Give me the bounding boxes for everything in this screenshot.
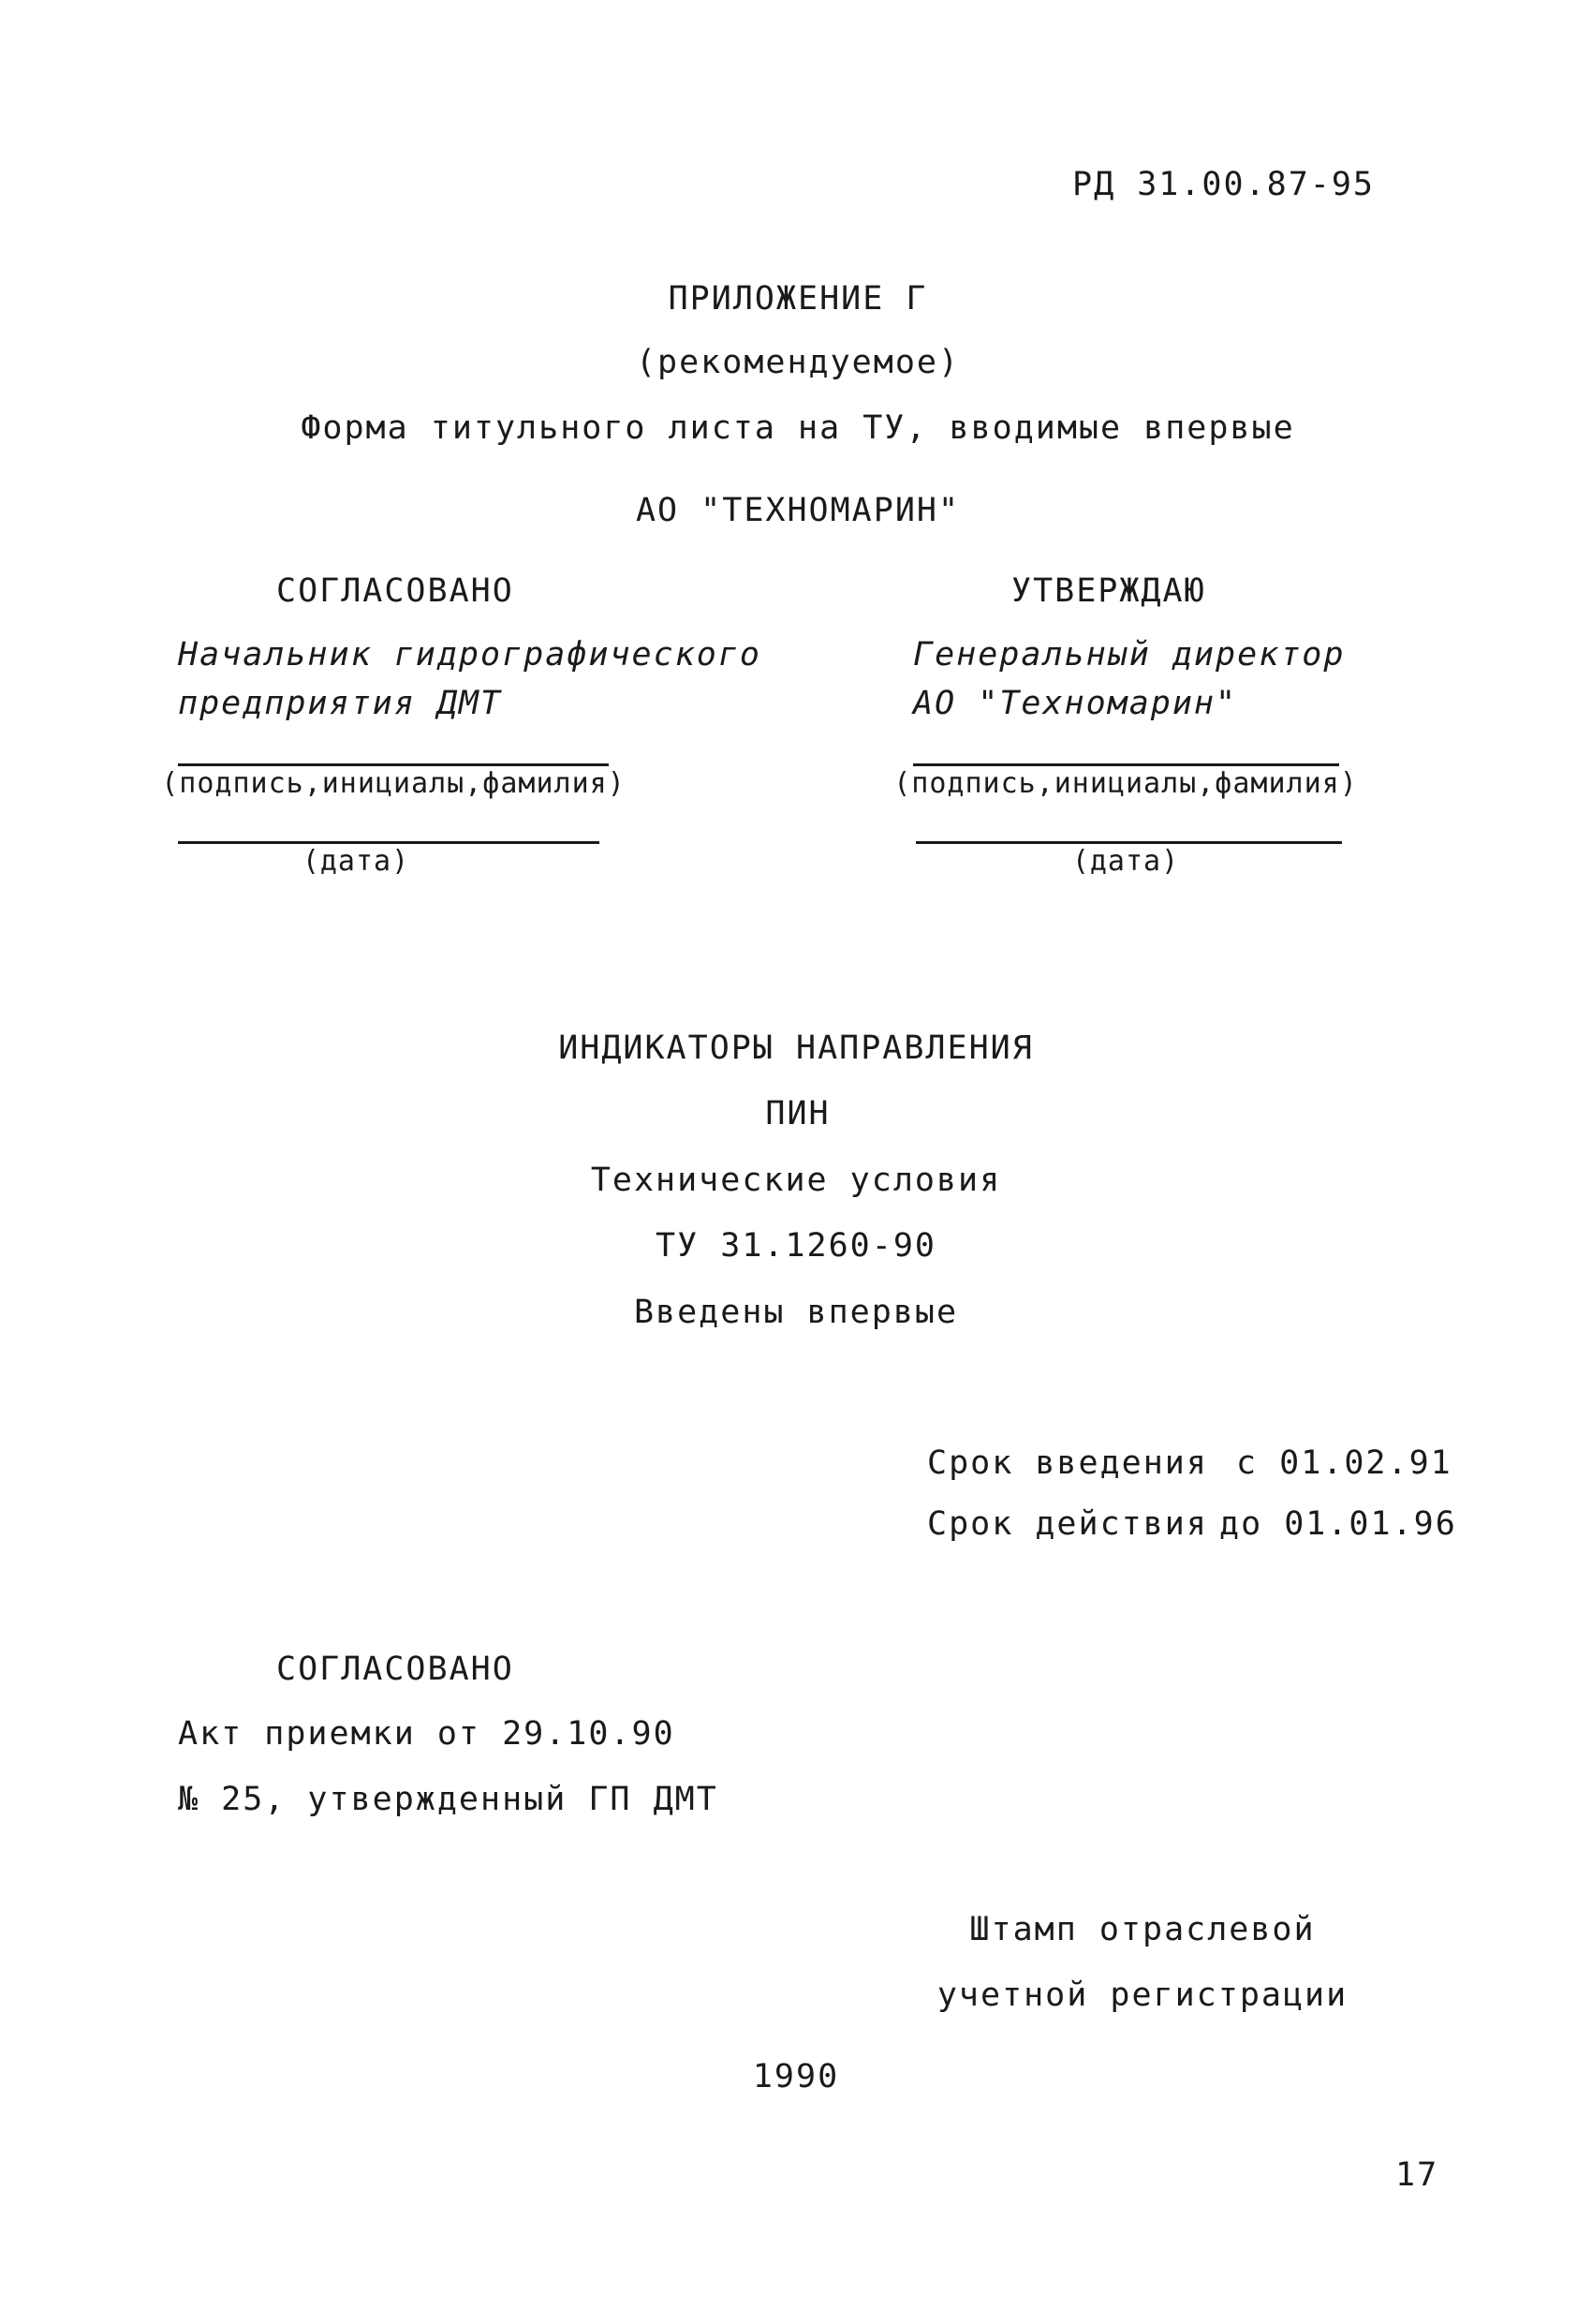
right-signature-line bbox=[913, 763, 1339, 766]
left-position-line2: предприятия ДМТ bbox=[178, 685, 503, 722]
left-date-line bbox=[178, 841, 599, 844]
right-position-line2: АО "Техномарин" bbox=[913, 685, 1238, 722]
left-date-caption: (дата) bbox=[302, 845, 410, 878]
introduction-date-label: Срок введения bbox=[927, 1444, 1208, 1482]
acceptance-act: Акт приемки от 29.10.90 bbox=[178, 1715, 675, 1753]
right-date-caption: (дата) bbox=[1071, 845, 1180, 878]
document-type: Технические условия bbox=[590, 1162, 1002, 1199]
stamp-line1: Штамп отраслевой bbox=[969, 1911, 1316, 1948]
stamp-line2: учетной регистрации bbox=[936, 1976, 1349, 2014]
document-code: РД 31.00.87-95 bbox=[1072, 166, 1376, 203]
acceptance-number: № 25, утвержденный ГП ДМТ bbox=[178, 1781, 718, 1818]
introduction-note: Введены впервые bbox=[633, 1294, 959, 1331]
validity-date-value: до 01.01.96 bbox=[1219, 1505, 1457, 1543]
right-position-line1: Генеральный директор bbox=[913, 636, 1346, 674]
right-heading: УТВЕРЖДАЮ bbox=[1011, 572, 1206, 610]
product-name: ИНДИКАТОРЫ НАПРАВЛЕНИЯ bbox=[558, 1029, 1034, 1067]
validity-date-label: Срок действия bbox=[927, 1505, 1208, 1543]
left-signature-line bbox=[178, 763, 609, 766]
agreement-heading: СОГЛАСОВАНО bbox=[276, 1650, 514, 1688]
page-number: 17 bbox=[1395, 2156, 1439, 2194]
appendix-status: (рекомендуемое) bbox=[635, 344, 961, 381]
right-signature-caption: (подпись,инициалы,фамилия) bbox=[893, 767, 1358, 800]
appendix-description: Форма титульного листа на ТУ, вводимые впервые bbox=[301, 409, 1295, 447]
left-position-line1: Начальник гидрографического bbox=[178, 636, 761, 674]
organization-name: АО "ТЕХНОМАРИН" bbox=[635, 492, 961, 529]
appendix-title: ПРИЛОЖЕНИЕ Г bbox=[668, 280, 928, 318]
year: 1990 bbox=[752, 2058, 840, 2095]
left-signature-caption: (подпись,инициалы,фамилия) bbox=[161, 767, 626, 800]
introduction-date-value: с 01.02.91 bbox=[1236, 1444, 1452, 1482]
left-heading: СОГЛАСОВАНО bbox=[276, 572, 514, 610]
spec-number: ТУ 31.1260-90 bbox=[656, 1227, 936, 1265]
product-code: ПИН bbox=[765, 1095, 831, 1132]
right-date-line bbox=[916, 841, 1342, 844]
